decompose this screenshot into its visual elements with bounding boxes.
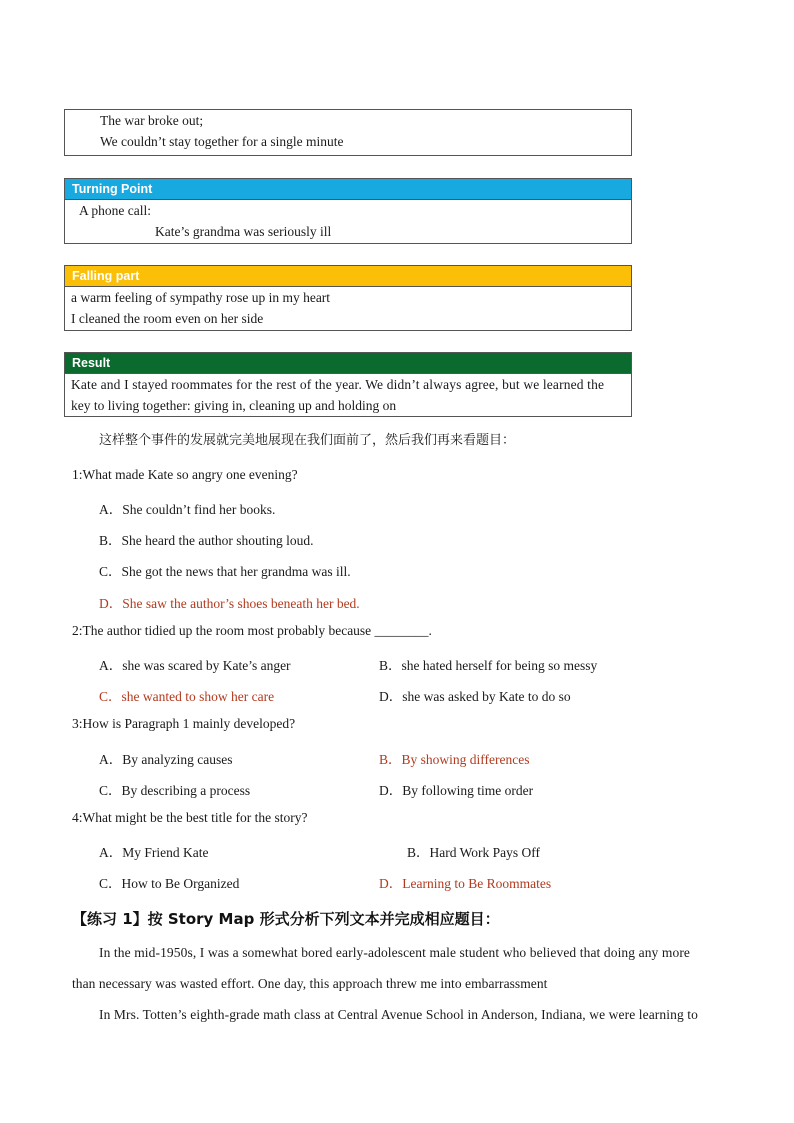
- box-line: key to living together: giving in, cleaning up and holding on: [71, 398, 397, 413]
- option-4d-answer: D．Learning to Be Roommates: [379, 876, 552, 891]
- question-1: 1:What made Kate so angry one evening?: [72, 467, 298, 482]
- passage-line: In the mid-1950s, I was a somewhat bored early-adolescent male student who believed that doing any more: [99, 945, 691, 960]
- option-2a: A．she was scared by Kate’s anger: [99, 658, 291, 673]
- option-3c: C．By describing a process: [99, 783, 251, 798]
- box-line: a warm feeling of sympathy rose up in my heart: [71, 290, 331, 305]
- box-heading: Result: [65, 353, 631, 374]
- option-1b: B．She heard the author shouting loud.: [99, 533, 314, 548]
- question-3: 3:How is Paragraph 1 mainly developed?: [72, 716, 296, 731]
- story-box-result: [64, 352, 632, 417]
- passage-line: In Mrs. Totten’s eighth-grade math class at Central Avenue School in Anderson, Indiana, we were learning to: [99, 1007, 698, 1022]
- option-3b-answer: B．By showing differences: [379, 752, 530, 767]
- option-1a: A．She couldn’t find her books.: [99, 502, 276, 517]
- option-1d-answer: D．She saw the author’s shoes beneath her bed.: [99, 596, 360, 611]
- question-2: 2:The author tidied up the room most probably because ________.: [72, 623, 432, 638]
- passage-line: than necessary was wasted effort. One day, this approach threw me into embarrassment: [72, 976, 548, 991]
- box-line: A phone call:: [79, 203, 151, 218]
- box-line: The war broke out;: [100, 113, 204, 128]
- option-1c: C．She got the news that her grandma was ill.: [99, 564, 351, 579]
- box-line: Kate’s grandma was seriously ill: [155, 224, 332, 239]
- option-2b: B．she hated herself for being so messy: [379, 658, 598, 673]
- question-4: 4:What might be the best title for the story?: [72, 810, 308, 825]
- box-line: I cleaned the room even on her side: [71, 311, 264, 326]
- option-2c-answer: C．she wanted to show her care: [99, 689, 275, 704]
- intro-text: 这样整个事件的发展就完美地展现在我们面前了，然后我们再来看题目：: [99, 433, 516, 448]
- option-3d: D．By following time order: [379, 783, 534, 798]
- box-heading: Falling part: [65, 266, 631, 287]
- option-4a: A．My Friend Kate: [99, 845, 209, 860]
- story-box-falling-part: [64, 265, 632, 331]
- story-box-climax: [64, 109, 632, 156]
- box-line: We couldn’t stay together for a single minute: [100, 134, 344, 149]
- box-heading: Turning Point: [65, 179, 631, 200]
- story-box-turning-point: [64, 178, 632, 244]
- box-line: Kate and I stayed roommates for the rest of the year. We didn’t always agree, but we learned the: [71, 377, 605, 392]
- option-4c: C．How to Be Organized: [99, 876, 240, 891]
- option-3a: A．By analyzing causes: [99, 752, 233, 767]
- option-2d: D．she was asked by Kate to do so: [379, 689, 571, 704]
- exercise-heading: 【练习 1】按 Story Map 形式分析下列文本并完成相应题目：: [72, 910, 500, 928]
- option-4b: B．Hard Work Pays Off: [407, 845, 541, 860]
